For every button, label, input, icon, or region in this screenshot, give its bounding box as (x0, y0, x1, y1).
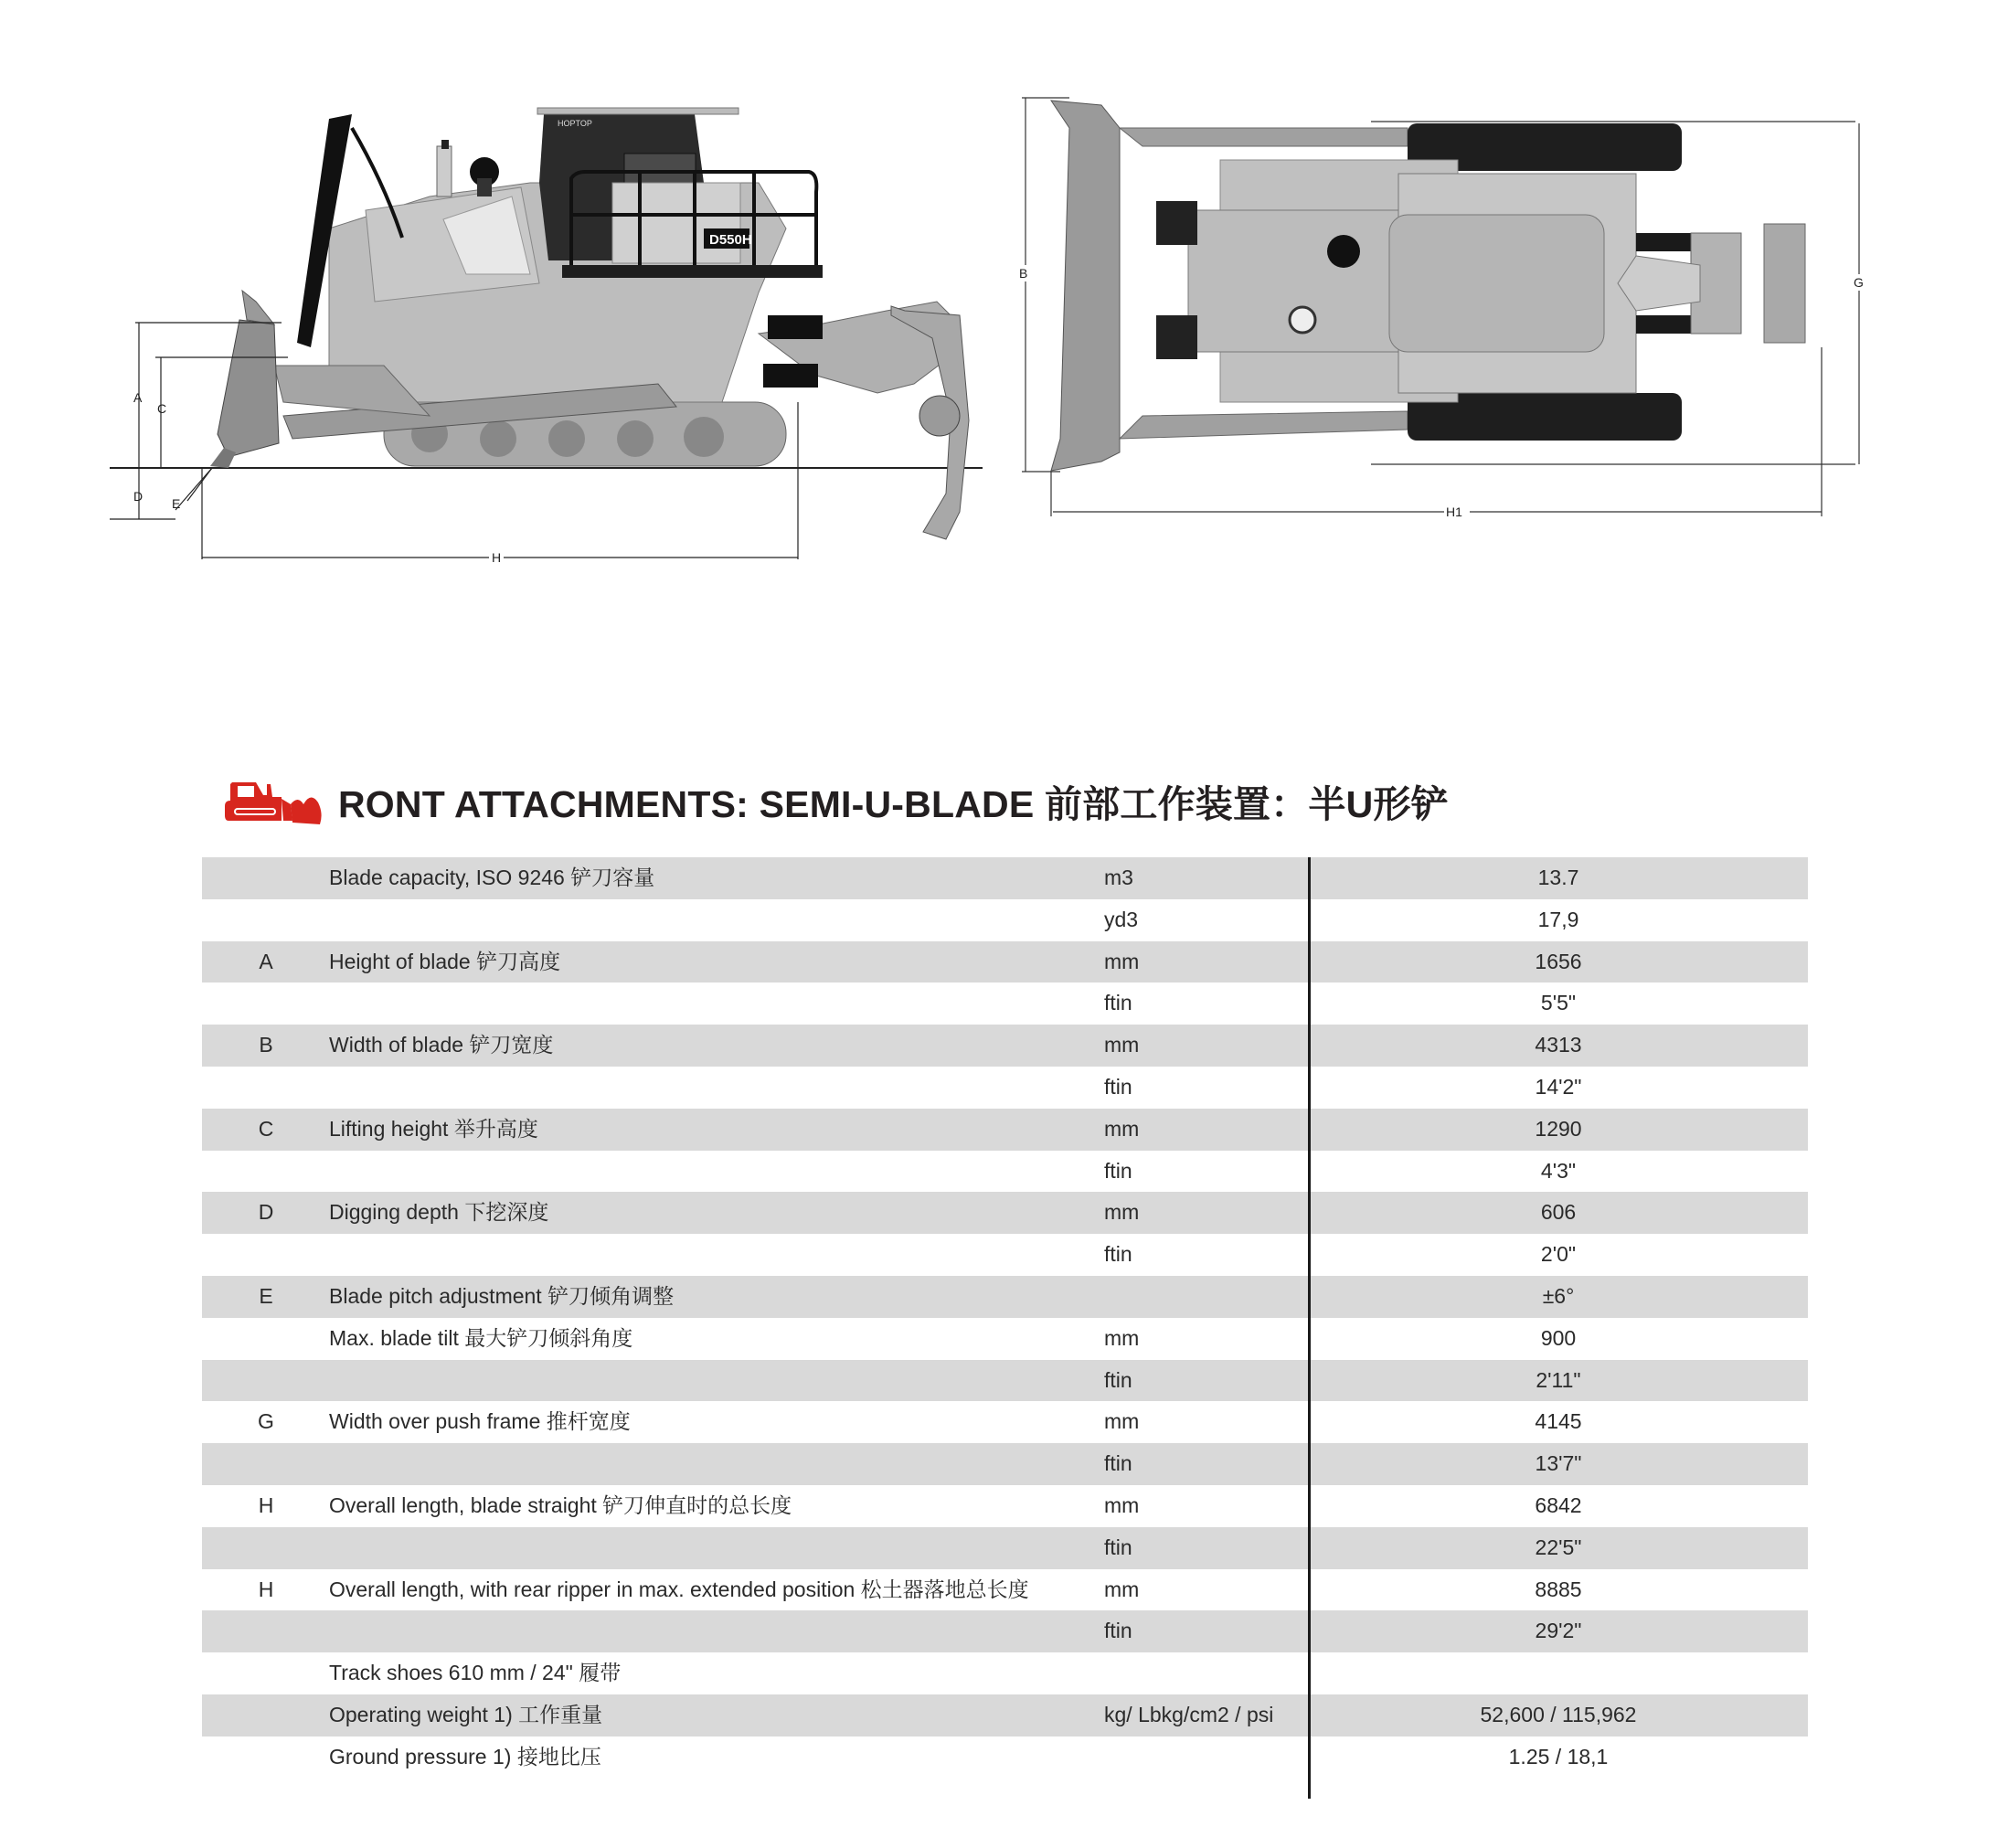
table-row (202, 1485, 1808, 1527)
row-value: 13.7 (1537, 866, 1579, 889)
table-row (202, 1569, 1808, 1611)
model-badge: D550H (709, 232, 752, 248)
row-description: Width over push frame 推杆宽度 (329, 1409, 631, 1434)
ref-letter: B (259, 1033, 273, 1057)
row-description: Width of blade 铲刀宽度 (329, 1033, 554, 1057)
row-value: 4313 (1535, 1033, 1582, 1057)
row-description: Digging depth 下挖深度 (329, 1200, 549, 1225)
row-value: 52,600 / 115,962 (1480, 1702, 1637, 1726)
table-row (202, 1694, 1808, 1736)
table-row (202, 1401, 1808, 1443)
bulldozer-side-view-drawing (91, 101, 996, 576)
row-unit: mm (1104, 1200, 1140, 1225)
row-unit: ftin (1104, 1158, 1132, 1183)
ref-letter: H (258, 1577, 274, 1601)
row-unit: ftin (1104, 991, 1132, 1015)
table-row (202, 1610, 1808, 1652)
dimension-label-h1: H1 (1446, 504, 1462, 519)
section-title: RONT ATTACHMENTS: SEMI-U-BLADE 前部工作装置：半U形铲 (338, 782, 1449, 825)
row-unit: ftin (1104, 1451, 1132, 1476)
bulldozer-icon (225, 775, 322, 826)
row-unit: yd3 (1104, 907, 1139, 931)
table-row (202, 941, 1808, 983)
row-unit: mm (1104, 1325, 1140, 1350)
dimension-label-c: C (157, 401, 167, 416)
row-value: ±6° (1542, 1283, 1575, 1308)
row-description: Height of blade 铲刀高度 (329, 949, 561, 973)
table-row (202, 1234, 1808, 1276)
table-row (202, 1151, 1808, 1193)
row-unit: ftin (1104, 1367, 1132, 1392)
row-description: Ground pressure 1) 接地比压 (329, 1744, 601, 1768)
ref-letter: E (259, 1283, 273, 1308)
row-value: 13'7" (1535, 1451, 1582, 1476)
table-row (202, 1318, 1808, 1360)
table-row (202, 899, 1808, 941)
ref-letter: H (258, 1492, 274, 1517)
row-unit: mm (1104, 1033, 1140, 1057)
row-value: 1.25 / 18,1 (1508, 1744, 1609, 1768)
table-row (202, 1192, 1808, 1234)
row-description: Blade capacity, ISO 9246 铲刀容量 (329, 866, 655, 889)
row-unit: ftin (1104, 1074, 1132, 1099)
table-row (202, 1360, 1808, 1402)
row-unit: mm (1104, 1409, 1140, 1434)
ref-letter: A (259, 949, 273, 973)
bulldozer-top-view-drawing (1015, 87, 1892, 535)
table-row (202, 1527, 1808, 1569)
ref-letter: G (258, 1409, 274, 1434)
row-description: Blade pitch adjustment 铲刀倾角调整 (329, 1283, 675, 1308)
table-row (202, 982, 1808, 1025)
row-value: 4145 (1535, 1409, 1582, 1434)
table-row (202, 1276, 1808, 1318)
row-unit: mm (1104, 949, 1140, 973)
row-value: 17,9 (1537, 907, 1579, 931)
cab-brand-label: HOPTOP (558, 119, 592, 128)
row-value: 1656 (1535, 949, 1582, 973)
row-description: Lifting height 举升高度 (329, 1116, 538, 1141)
row-value: 2'11" (1536, 1367, 1581, 1392)
row-unit: kg/ Lbkg/cm2 / psi (1104, 1702, 1274, 1726)
ref-letter: D (258, 1200, 274, 1225)
row-description: Track shoes 610 mm / 24" 履带 (329, 1661, 622, 1685)
dimension-label-a: A (133, 390, 143, 405)
table-row (202, 857, 1808, 899)
row-value: 2'0" (1540, 1242, 1577, 1267)
dimension-label-e: E (172, 496, 181, 511)
ref-letter: C (258, 1116, 274, 1141)
row-description: Operating weight 1) 工作重量 (329, 1702, 603, 1726)
row-unit: ftin (1104, 1242, 1132, 1267)
row-value: 900 (1540, 1325, 1577, 1350)
row-description: Max. blade tilt 最大铲刀倾斜角度 (329, 1325, 633, 1350)
row-value: 6842 (1535, 1492, 1582, 1517)
table-row (202, 1652, 1808, 1694)
row-value: 8885 (1535, 1577, 1582, 1601)
row-value: 606 (1540, 1200, 1577, 1225)
row-unit: mm (1104, 1116, 1140, 1141)
table-row (202, 1025, 1808, 1067)
row-unit: ftin (1104, 1619, 1132, 1643)
row-value: 4'3" (1540, 1158, 1577, 1183)
section-header (225, 773, 1449, 828)
row-description: Overall length, blade straight 铲刀伸直时的总长度 (329, 1492, 792, 1517)
row-unit: mm (1104, 1492, 1140, 1517)
table-row (202, 1109, 1808, 1151)
row-value: 14'2" (1535, 1074, 1582, 1099)
row-unit: m3 (1104, 866, 1133, 889)
dimension-label-g: G (1854, 275, 1864, 290)
table-row (202, 1067, 1808, 1109)
dimension-label-b: B (1019, 266, 1028, 281)
table-row (202, 1736, 1808, 1779)
dimension-label-h: H (492, 550, 502, 565)
dimension-label-d: D (133, 489, 143, 504)
row-value: 5'5" (1540, 991, 1577, 1015)
table-row (202, 1443, 1808, 1485)
row-value: 22'5" (1535, 1535, 1582, 1559)
row-unit: ftin (1104, 1535, 1132, 1559)
row-value: 29'2" (1535, 1619, 1582, 1643)
row-unit: mm (1104, 1577, 1140, 1601)
row-description: Overall length, with rear ripper in max. extended position 松土器落地总长度 (329, 1577, 1029, 1601)
spec-table (202, 857, 1808, 1779)
column-divider (1308, 857, 1311, 1799)
row-value: 1290 (1535, 1116, 1582, 1141)
